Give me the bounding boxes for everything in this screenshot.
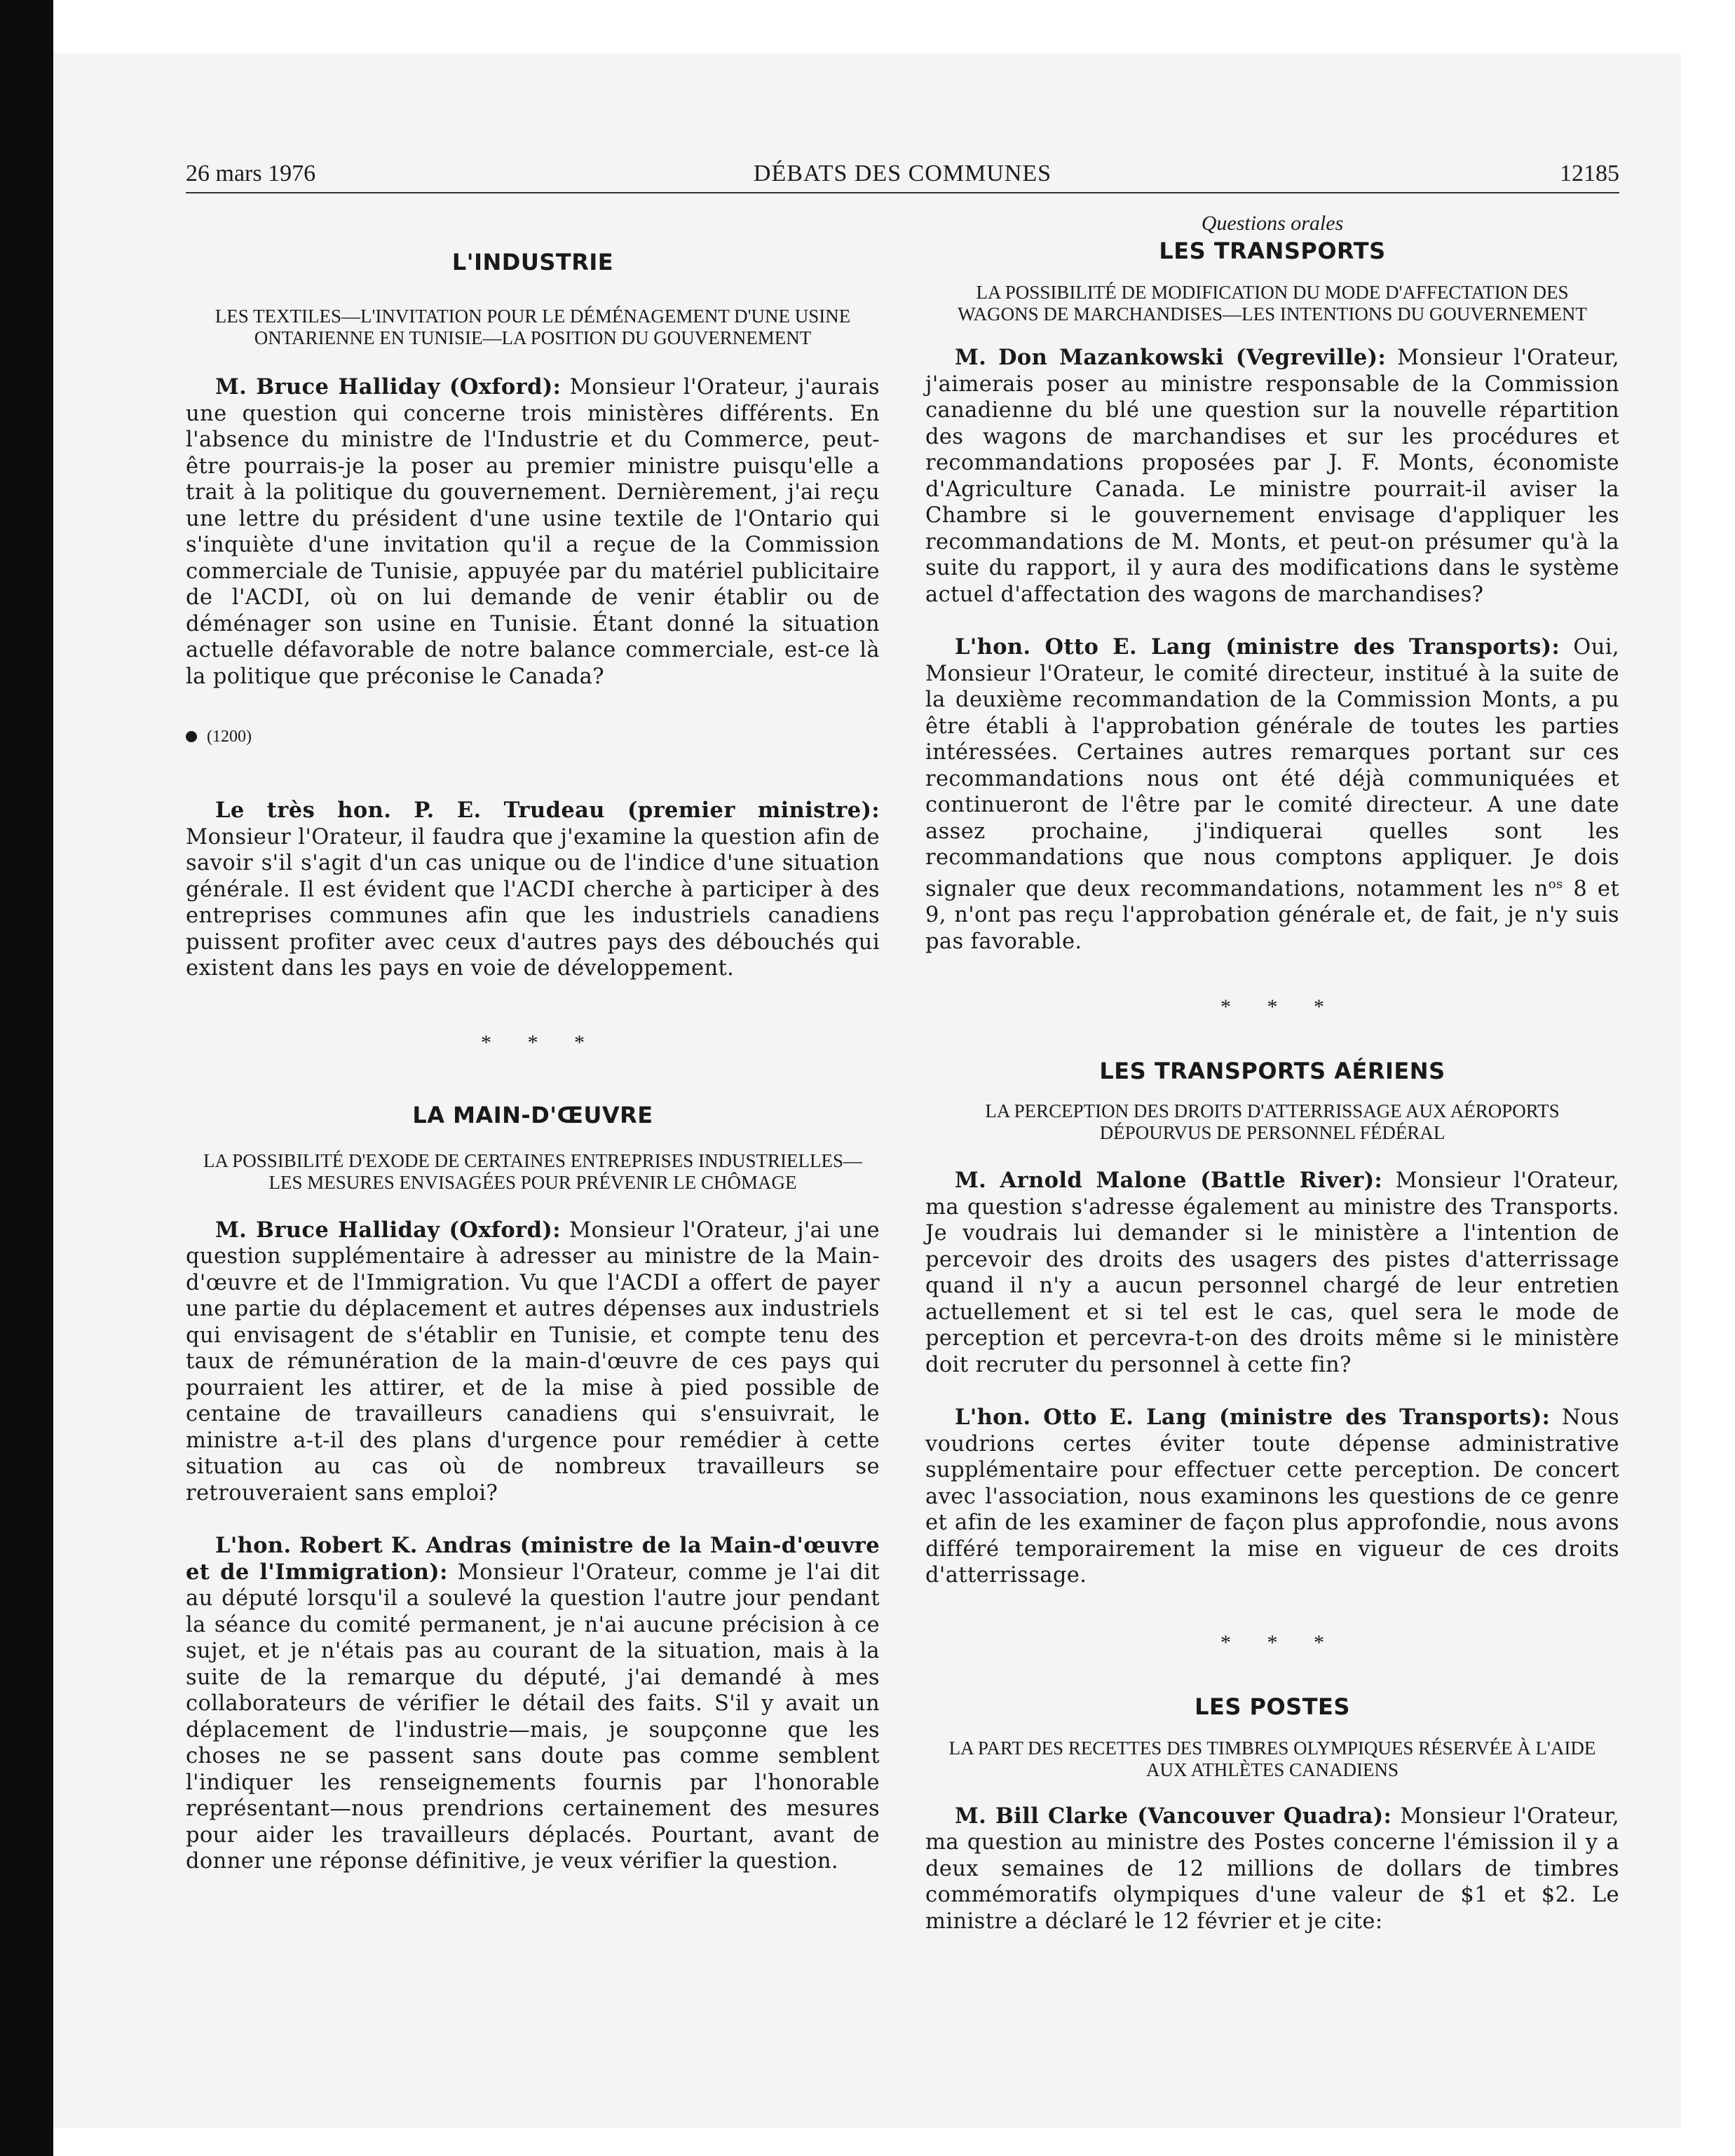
speaker-name: L'hon. Otto E. Lang (ministre des Transports): [955, 634, 1560, 660]
section-subtitle-exode: LA POSSIBILITÉ D'EXODE DE CERTAINES ENTREPRISES INDUSTRIELLES—LES MESURES ENVISAGÉES POUR PRÉVENIR LE CHÔMAGE [203, 1149, 863, 1193]
time-mark-text: (1200) [207, 728, 252, 746]
header-date: 26 mars 1976 [186, 161, 316, 186]
page-header [186, 160, 1619, 193]
paragraph-text: Monsieur l'Orateur, j'aurais une question qui concerne trois ministères différents. En l'absence du ministre de l'Industrie et du Commerce, peut-être pourrais-je la poser au premier ministre puisqu'elle a trait à la politique du gouvernement. Dernièrement, j'ai reçu une lettre du président d'une usine textile de l'Ontario qui s'inquiète d'une invitation qu'il a reçue de la Commission commerciale de Tunisie, appuyée par du matériel publicitaire de l'ACDI, où on lui demande de venir établir ou de déménager son usine en Tunisie. Étant donné la situation actuelle défavorable de notre balance commerciale, est-ce là la politique que préconise le Canada? [186, 375, 880, 689]
section-subtitle-textiles: LES TEXTILES—L'INVITATION POUR LE DÉMÉNAGEMENT D'UNE USINE ONTARIENNE EN TUNISIE—LA POSITION DU GOUVERNEMENT [215, 306, 851, 348]
paragraph-text: Nous voudrions certes éviter toute dépense administrative supplémentaire pour effectuer cette perception. De concert avec l'association, nous examinons les questions de ce genre et afin de les examiner de façon plus approfondie, nous avons différé temporairement la mise en vigueur de ces droits d'atterrissage. [925, 1405, 1619, 1588]
paragraph-lang-2 [925, 1405, 1619, 1589]
section-title-transports-aeriens: LES TRANSPORTS AÉRIENS [1099, 1058, 1445, 1085]
paragraph-text: Monsieur l'Orateur, ma question au ministre des Postes concerne l'émission il y a deux semaines de 12 millions de dollars de timbres commémoratifs olympiques d'une valeur de $1 et $2. Le ministre a déclaré le 12 février et je cite: [925, 1803, 1619, 1934]
section-separator: * * * [481, 1030, 600, 1054]
paragraph-text: Oui, Monsieur l'Orateur, le comité directeur, institué à la suite de la deuxième recommandation de la Commission Monts, a pu être établi à l'approbation générale de toutes les parties intéressées. Certaines autres remarques portant sur ces recommandations nous ont été déjà communiquées et continueront de l'être par le comité directeur. A une date assez prochaine, j'indiquerai quelles sont les recommandations que nous comptons appliquer. Je dois signaler que deux recommandations, notamment les n [925, 635, 1619, 901]
paragraph-text: Monsieur l'Orateur, j'aimerais poser au ministre responsable de la Commission canadienne du blé une question sur la nouvelle répartition des wagons de marchandises et sur les procédures et recommandations proposées par J. F. Monts, économiste d'Agriculture Canada. Le ministre pourrait-il aviser la Chambre si le gouvernement envisage d'appliquer les recommandations de M. Monts, et peut-on présumer qu'à la suite du rapport, il y aura des modifications dans le système actuel d'affectation des wagons de marchandises? [925, 346, 1619, 607]
paragraph-lang-1 [925, 634, 1619, 955]
speaker-name: M. Don Mazankowski (Vegreville): [955, 345, 1387, 370]
paragraph-malone [925, 1168, 1619, 1378]
paragraph-text: Monsieur l'Orateur, il faudra que j'examine la question afin de savoir s'il s'agit d'un cas unique ou de l'indice d'une situation générale. Il est évident que l'ACDI cherche à participer à des entreprises communes afin que les industriels canadiens puissent profiter avec ceux d'autres pays des débouchés qui existent dans les pays en voie de développement. [186, 824, 880, 981]
speaker-name: M. Bruce Halliday (Oxford): [215, 374, 562, 400]
section-separator: * * * [1220, 1630, 1340, 1654]
section-title-transports: LES TRANSPORTS [1159, 238, 1386, 264]
rubric-questions-orales: Questions orales [1201, 212, 1344, 235]
paragraph-andras [186, 1533, 880, 1875]
speaker-name: Le très hon. P. E. Trudeau (premier ministre): [215, 798, 880, 823]
paragraph-text: Monsieur l'Orateur, comme je l'ai dit au député lorsqu'il a soulevé la question l'autre jour pendant la séance du comité permanent, je n'ai aucune précision à ce sujet, et je n'étais pas au courant de la situation, mais à la suite de la remarque du député, j'ai demandé à mes collaborateurs de vérifier le détail des faits. S'il y avait un déplacement de l'industrie—mais, je soupçonne que les choses ne se passent sans doute pas comme semblent l'indiquer les renseignements fournis par l'honorable représentant—nous prendrions certainement des mesures pour aider les travailleurs déplacés. Pourtant, avant de donner une réponse définitive, je veux vérifier la question. [186, 1560, 880, 1874]
section-subtitle-atterrissage: LA PERCEPTION DES DROITS D'ATTERRISSAGE AUX AÉROPORTS DÉPOURVUS DE PERSONNEL FÉDÉRAL [985, 1100, 1560, 1144]
section-subtitle-wagons: LA POSSIBILITÉ DE MODIFICATION DU MODE D'AFFECTATION DES WAGONS DE MARCHANDISES—LES INTENTIONS DU GOUVERNEMENT [958, 282, 1587, 325]
paragraph-halliday-1 [186, 374, 880, 690]
header-page-number: 12185 [1560, 161, 1619, 186]
speaker-name: L'hon. Otto E. Lang (ministre des Transports): [955, 1405, 1551, 1431]
section-title-postes: LES POSTES [1195, 1693, 1350, 1720]
paragraph-text: Monsieur l'Orateur, ma question s'adresse également au ministre des Transports. Je voudrais lui demander si le ministère a l'intention de percevoir des droits des usagers des pistes d'atterrissage quand il n'y a aucun personnel chargé de leur entretien actuellement et si tel est le cas, quel sera le mode de perception et percevra-t-on des droits même si le ministère doit recruter du personnel à cette fin? [925, 1168, 1620, 1377]
superscript-os: os [1548, 876, 1563, 892]
section-subtitle-timbres: LA PART DES RECETTES DES TIMBRES OLYMPIQUES RÉSERVÉE À L'AIDE AUX ATHLÈTES CANADIENS [948, 1737, 1596, 1780]
speaker-name: L'hon. Robert K. Andras (ministre de la Main-d'œuvre et de l'Immigration): [186, 1533, 880, 1585]
paragraph-trudeau [186, 798, 880, 982]
left-column [186, 210, 880, 1875]
section-title-main-doeuvre: LA MAIN-D'ŒUVRE [412, 1101, 653, 1128]
section-separator: * * * [1220, 995, 1340, 1019]
time-mark [186, 726, 880, 747]
speaker-name: M. Bruce Halliday (Oxford): [215, 1217, 561, 1243]
header-publication: DÉBATS DES COMMUNES [753, 161, 1052, 186]
scan-edge [0, 0, 53, 2156]
paragraph-mazankowski [925, 345, 1619, 608]
paragraph-clarke [925, 1803, 1619, 1935]
paragraph-halliday-2 [186, 1217, 880, 1507]
speaker-name: M. Bill Clarke (Vancouver Quadra): [955, 1803, 1392, 1829]
paragraph-text: Monsieur l'Orateur, j'ai une question supplémentaire à adresser au ministre de la Main-d'œuvre et de l'Immigration. Vu que l'ACDI a offert de payer une partie du déplacement et autres dépenses aux industriels qui envisagent de s'établir en Tunisie, et compte tenu des taux de rémunération de la main-d'œuvre de ces pays qui pourraient les attirer, et de la mise à pied possible de centaine de travailleurs canadiens qui s'ensuivrait, le ministre a-t-il des plans d'urgence pour remédier à cette situation au cas où de nombreux travailleurs se retrouveraient sans emploi? [186, 1217, 880, 1506]
speaker-name: M. Arnold Malone (Battle River): [955, 1168, 1383, 1194]
paragraph-text: 8 et 9, n'ont pas reçu l'approbation générale et, de fait, je n'y suis pas favorable. [925, 876, 1619, 954]
right-column [925, 210, 1619, 1935]
section-title-industrie: L'INDUSTRIE [451, 249, 614, 275]
bullet-icon [186, 731, 197, 742]
